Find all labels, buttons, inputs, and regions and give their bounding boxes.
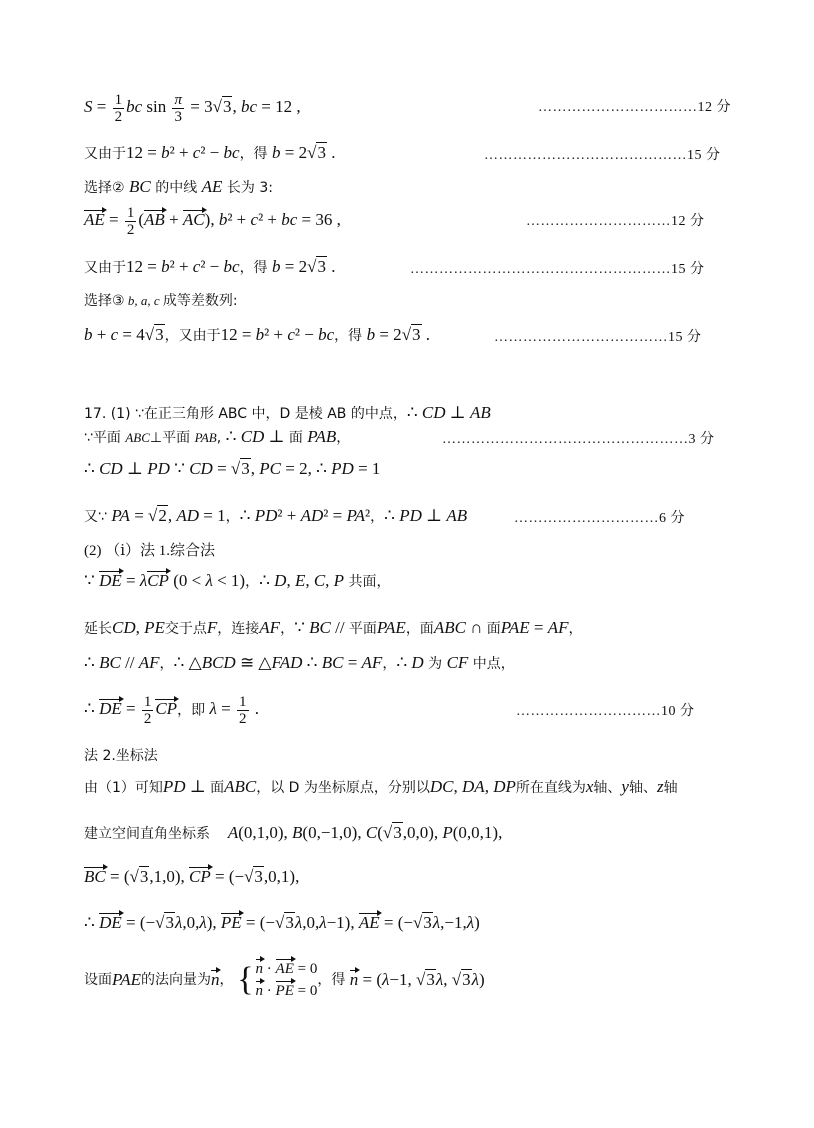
line-19: 建立空间直角坐标系 A(0,1,0), B(0,−1,0), C(√3,0,0), P(0,0,1), [84, 823, 503, 842]
score-line-4: …………………………12 分 [526, 214, 705, 229]
line-20: BC = (√3,1,0), CP = (−√3,0,1), [84, 867, 300, 886]
line-14: 延长CD, PE交于点F，连接AF，∵ BC // 平面PAE，面ABC ∩ 面PAE = AF， [84, 618, 583, 637]
line-17: 法 2.坐标法 [84, 748, 158, 764]
line-1: S = $\frac{1}{2}$ bc sin $\frac{\pi}{3}$ = 3√3, bc = 12 , [84, 92, 301, 125]
score-line-7: ………………………………15 分 [494, 330, 702, 345]
line-12: (2) （ⅰ）法 1.综合法 [84, 543, 216, 559]
score-line-2: ……………………………………15 分 [484, 148, 721, 163]
line-8: 17. (1) ∵在正三角形 ABC 中，D 是棱 AB 的中点，∴ CD ⊥ AB [84, 403, 491, 422]
score-line-5: ………………………………………………15 分 [410, 262, 705, 277]
line-4: AE = $\frac{1}{2}$ (AB + AC), b² + c² + bc = 36 , [84, 205, 341, 238]
line-7: b + c = 4√3，又由于12 = b² + c² − bc，得 b = 2√3 . [84, 325, 431, 344]
line-22: 设面PAE的法向量为n， { n · AE = 0 n · PE = 0，得 n = (λ−1, √3λ, √3λ) [84, 958, 485, 1002]
line-16: ∴ DE = $\frac{1}{2}$ CP，即 λ = $\frac{1}{2}$ . [84, 694, 259, 727]
line-21: ∴ DE = (−√3λ,0,λ), PE = (−√3λ,0,λ−1), AE = (−√3λ,−1,λ) [84, 913, 480, 932]
line-9: ∵平面 ABC⊥平面 PAB, ∴ CD ⊥ 面 PAB， [84, 427, 351, 446]
line-5: 又由于12 = b² + c² − bc，得 b = 2√3 . [84, 257, 336, 276]
score-line-11: …………………………6 分 [514, 511, 685, 526]
line-6: 选择③ b, a, c 成等差数列: [84, 293, 238, 309]
line-11: 又∵ PA = √2, AD = 1，∴ PD² + AD² = PA²，∴ PD ⊥ AB [84, 506, 468, 525]
score-line-9: ……………………………………………3 分 [442, 432, 715, 447]
line-2: 又由于12 = b² + c² − bc，得 b = 2√3 . [84, 143, 336, 162]
system-brace: { [237, 961, 254, 998]
line-10: ∴ CD ⊥ PD ∵ CD = √3, PC = 2, ∴ PD = 1 [84, 459, 381, 478]
line-3: 选择② BC 的中线 AE 长为 3: [84, 177, 273, 196]
score-line-16: …………………………10 分 [516, 704, 695, 719]
line-18: 由（1）可知PD ⊥ 面ABC，以 D 为坐标原点，分别以DC, DA, DP所在直线为x轴、y轴、z轴 [84, 777, 678, 796]
line-15: ∴ BC // AF，∴ △BCD ≅ △FAD ∴ BC = AF，∴ D 为 CF 中点， [84, 653, 515, 672]
score-line-1: ……………………………12 分 [538, 100, 731, 115]
line-13: ∵ DE = λCP (0 < λ < 1)，∴ D, E, C, P 共面， [84, 571, 391, 590]
